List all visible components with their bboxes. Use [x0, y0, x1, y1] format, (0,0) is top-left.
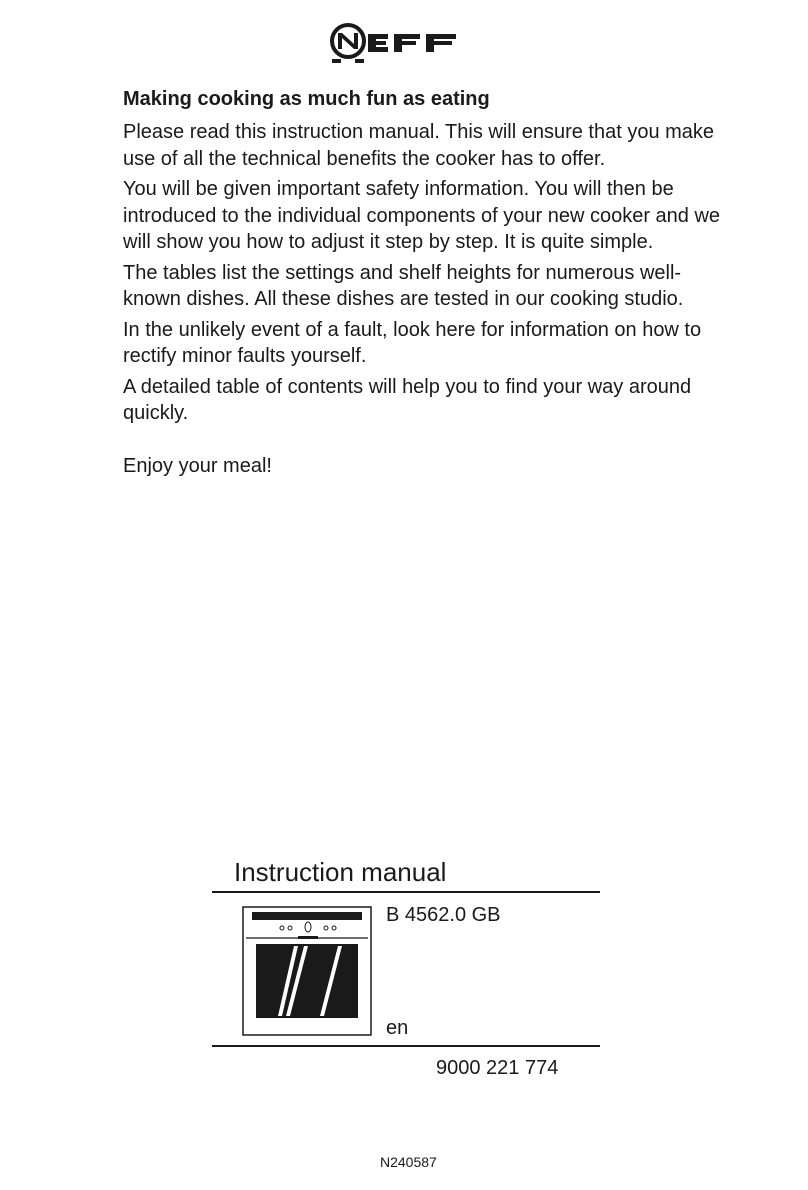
language-code: en [386, 1017, 409, 1039]
model-number: B 4562.0 GB [386, 904, 501, 926]
intro-heading: Making cooking as much fun as eating [123, 88, 490, 110]
manual-title: Instruction manual [234, 857, 447, 887]
divider-bottom [212, 1045, 600, 1047]
footer-code: N240587 [380, 1154, 437, 1170]
intro-paragraph: You will be given important safety information. You will then be introduced to the individual components of your new cooker and we will show you how to adjust it step by step. It is quite simple. [123, 178, 721, 253]
intro-paragraph: Please read this instruction manual. This will ensure that you make use of all the technical benefits the cooker has to offer. [123, 121, 715, 170]
closing-line: Enjoy your meal! [123, 454, 272, 477]
intro-paragraph: A detailed table of contents will help you to find your way around quickly. [123, 375, 692, 424]
neff-logo [326, 22, 460, 66]
divider-top [212, 891, 600, 893]
oven-illustration [242, 906, 372, 1036]
intro-paragraph: The tables list the settings and shelf heights for numerous well-known dishes. All these dishes are tested in our cooking studio. [123, 261, 684, 310]
part-number: 9000 221 774 [436, 1057, 559, 1079]
intro-paragraph: In the unlikely event of a fault, look here for information on how to rectify minor faults yourself. [123, 318, 702, 367]
intro-section [123, 86, 723, 479]
